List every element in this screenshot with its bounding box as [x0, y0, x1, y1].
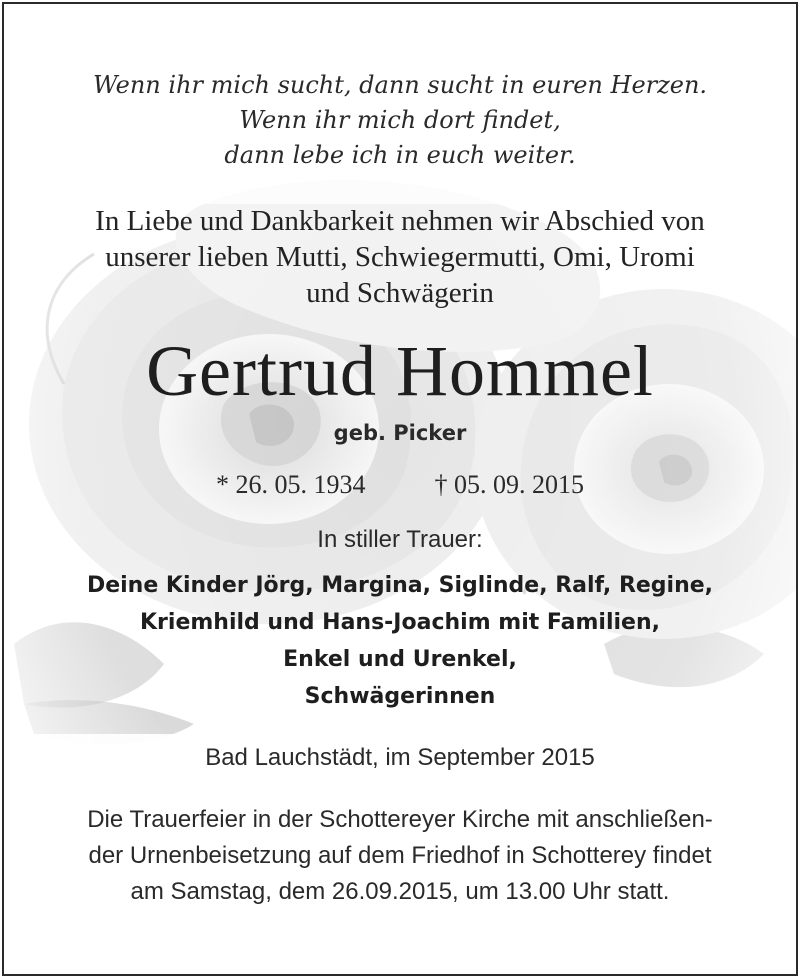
poem-verse	[4, 68, 796, 173]
poem-line: Wenn ihr mich sucht, dann sucht in euren Herzen.	[92, 71, 708, 99]
death-date: † 05. 09. 2015	[434, 470, 584, 499]
farewell-intro	[4, 203, 796, 311]
birth-date: * 26. 05. 1934	[216, 470, 366, 499]
mourner-line: Schwägerinnen	[304, 684, 496, 709]
intro-line: In Liebe und Dankbarkeit nehmen wir Abschied von	[95, 205, 705, 237]
place-and-date: Bad Lauchstädt, im September 2015	[205, 744, 595, 771]
funeral-line: Die Trauerfeier in der Schottereyer Kirche mit anschließen-	[87, 806, 713, 833]
poem-line: dann lebe ich in euch weiter.	[224, 141, 576, 169]
funeral-line: der Urnenbeisetzung auf dem Friedhof in Schotterey findet	[88, 842, 712, 869]
mourning-title: In stiller Trauer:	[317, 526, 483, 553]
mourner-line: Deine Kinder Jörg, Margina, Siglinde, Ralf, Regine,	[86, 573, 714, 598]
mourners-list	[4, 567, 796, 715]
intro-line: unserer lieben Mutti, Schwiegermutti, Omi, Uromi	[105, 241, 695, 273]
funeral-notice	[4, 802, 796, 910]
funeral-line: am Samstag, dem 26.09.2015, um 13.00 Uhr statt.	[130, 878, 670, 905]
life-dates	[4, 468, 796, 502]
intro-line: und Schwägerin	[306, 277, 494, 309]
mourner-line: Enkel und Urenkel,	[283, 647, 517, 672]
obituary-card	[2, 2, 798, 976]
mourner-line: Kriemhild und Hans-Joachim mit Familien,	[140, 610, 660, 635]
poem-line: Wenn ihr mich dort findet,	[239, 106, 561, 134]
birth-name: geb. Picker	[333, 421, 467, 445]
deceased-name: Gertrud Hommel	[146, 331, 654, 411]
